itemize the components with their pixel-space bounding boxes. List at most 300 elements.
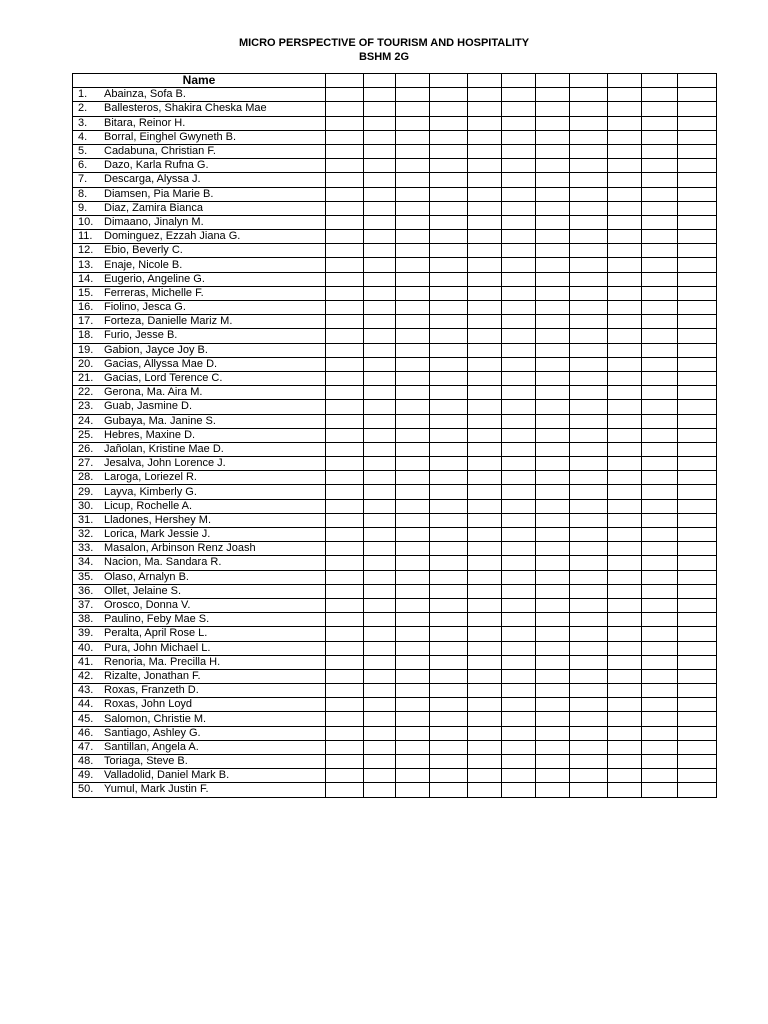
blank-cell bbox=[326, 258, 364, 272]
student-name: Salomon, Christie M. bbox=[104, 712, 207, 725]
blank-cell bbox=[502, 485, 536, 499]
blank-cell bbox=[678, 627, 717, 641]
blank-cell bbox=[430, 102, 468, 116]
blank-cell bbox=[642, 627, 678, 641]
blank-cell bbox=[502, 371, 536, 385]
blank-cell bbox=[364, 201, 396, 215]
header-row bbox=[73, 74, 717, 88]
blank-cell bbox=[502, 471, 536, 485]
blank-cell bbox=[536, 286, 570, 300]
blank-cell bbox=[642, 102, 678, 116]
blank-cell bbox=[364, 584, 396, 598]
roster-body bbox=[73, 88, 717, 797]
blank-cell bbox=[678, 726, 717, 740]
blank-cell bbox=[570, 627, 608, 641]
student-name-cell bbox=[73, 357, 326, 371]
blank-cell bbox=[502, 641, 536, 655]
blank-cell bbox=[642, 272, 678, 286]
blank-cell bbox=[502, 173, 536, 187]
blank-cell bbox=[396, 88, 430, 102]
student-name: Peralta, April Rose L. bbox=[104, 627, 208, 640]
student-row bbox=[73, 655, 717, 669]
blank-cell bbox=[570, 116, 608, 130]
blank-cell bbox=[570, 187, 608, 201]
blank-cell bbox=[642, 258, 678, 272]
blank-cell bbox=[364, 740, 396, 754]
blank-cell bbox=[364, 173, 396, 187]
blank-column-header bbox=[326, 74, 364, 88]
blank-cell bbox=[326, 613, 364, 627]
blank-cell bbox=[326, 244, 364, 258]
blank-cell bbox=[570, 400, 608, 414]
blank-cell bbox=[678, 712, 717, 726]
blank-cell bbox=[608, 627, 642, 641]
blank-cell bbox=[608, 556, 642, 570]
student-name: Diamsen, Pia Marie B. bbox=[104, 187, 214, 200]
blank-cell bbox=[396, 584, 430, 598]
blank-cell bbox=[570, 371, 608, 385]
student-row bbox=[73, 286, 717, 300]
student-name-cell bbox=[73, 244, 326, 258]
blank-cell bbox=[468, 513, 502, 527]
blank-cell bbox=[642, 315, 678, 329]
student-name: Bitara, Reinor H. bbox=[104, 116, 186, 129]
student-name-cell bbox=[73, 698, 326, 712]
blank-cell bbox=[502, 286, 536, 300]
blank-cell bbox=[430, 116, 468, 130]
blank-cell bbox=[608, 598, 642, 612]
blank-cell bbox=[570, 102, 608, 116]
student-row bbox=[73, 627, 717, 641]
blank-cell bbox=[678, 201, 717, 215]
row-number: 25. bbox=[78, 428, 94, 441]
blank-cell bbox=[326, 684, 364, 698]
blank-cell bbox=[364, 187, 396, 201]
blank-cell bbox=[536, 357, 570, 371]
blank-cell bbox=[468, 485, 502, 499]
blank-cell bbox=[570, 769, 608, 783]
blank-cell bbox=[396, 272, 430, 286]
row-number: 11. bbox=[78, 230, 93, 243]
section-label: BSHM 2G bbox=[358, 51, 410, 63]
blank-cell bbox=[430, 414, 468, 428]
blank-cell bbox=[430, 315, 468, 329]
blank-cell bbox=[364, 669, 396, 683]
student-name-cell bbox=[73, 215, 326, 229]
student-row bbox=[73, 783, 717, 797]
blank-cell bbox=[468, 641, 502, 655]
blank-cell bbox=[536, 712, 570, 726]
blank-cell bbox=[570, 570, 608, 584]
blank-cell bbox=[536, 144, 570, 158]
blank-cell bbox=[608, 159, 642, 173]
blank-cell bbox=[536, 88, 570, 102]
student-name-cell bbox=[73, 471, 326, 485]
blank-cell bbox=[536, 116, 570, 130]
blank-cell bbox=[608, 88, 642, 102]
blank-cell bbox=[364, 570, 396, 584]
blank-cell bbox=[364, 343, 396, 357]
blank-cell bbox=[430, 230, 468, 244]
blank-cell bbox=[326, 655, 364, 669]
row-number: 36. bbox=[78, 584, 94, 597]
student-name: Descarga, Alyssa J. bbox=[104, 173, 201, 186]
blank-cell bbox=[468, 769, 502, 783]
blank-cell bbox=[608, 584, 642, 598]
blank-cell bbox=[396, 755, 430, 769]
blank-cell bbox=[468, 499, 502, 513]
student-name-cell bbox=[73, 301, 326, 315]
row-number: 12. bbox=[78, 244, 94, 257]
blank-cell bbox=[468, 669, 502, 683]
blank-cell bbox=[396, 201, 430, 215]
blank-cell bbox=[468, 386, 502, 400]
blank-cell bbox=[364, 755, 396, 769]
blank-cell bbox=[642, 584, 678, 598]
blank-cell bbox=[430, 740, 468, 754]
student-name-cell bbox=[73, 130, 326, 144]
blank-cell bbox=[396, 315, 430, 329]
blank-cell bbox=[536, 485, 570, 499]
blank-cell bbox=[570, 215, 608, 229]
blank-cell bbox=[430, 698, 468, 712]
blank-cell bbox=[502, 230, 536, 244]
blank-cell bbox=[326, 712, 364, 726]
student-name: Lladones, Hershey M. bbox=[104, 513, 211, 526]
blank-cell bbox=[570, 88, 608, 102]
student-name: Layva, Kimberly G. bbox=[104, 485, 197, 498]
blank-cell bbox=[608, 414, 642, 428]
blank-cell bbox=[430, 371, 468, 385]
blank-cell bbox=[570, 712, 608, 726]
blank-cell bbox=[364, 698, 396, 712]
row-number: 18. bbox=[78, 329, 94, 342]
blank-cell bbox=[396, 613, 430, 627]
blank-cell bbox=[364, 272, 396, 286]
row-number: 2. bbox=[78, 102, 88, 115]
blank-cell bbox=[430, 386, 468, 400]
blank-cell bbox=[608, 230, 642, 244]
blank-cell bbox=[570, 783, 608, 797]
blank-cell bbox=[396, 655, 430, 669]
blank-cell bbox=[642, 513, 678, 527]
student-name-cell bbox=[73, 343, 326, 357]
blank-cell bbox=[678, 400, 717, 414]
student-row bbox=[73, 301, 717, 315]
blank-cell bbox=[536, 499, 570, 513]
blank-cell bbox=[502, 783, 536, 797]
blank-cell bbox=[326, 783, 364, 797]
blank-cell bbox=[326, 386, 364, 400]
blank-cell bbox=[364, 400, 396, 414]
blank-cell bbox=[430, 457, 468, 471]
blank-cell bbox=[678, 655, 717, 669]
blank-cell bbox=[468, 116, 502, 130]
blank-cell bbox=[536, 201, 570, 215]
student-name-cell bbox=[73, 584, 326, 598]
student-row bbox=[73, 513, 717, 527]
blank-cell bbox=[364, 116, 396, 130]
blank-cell bbox=[468, 301, 502, 315]
blank-cell bbox=[396, 244, 430, 258]
blank-cell bbox=[642, 187, 678, 201]
blank-cell bbox=[608, 570, 642, 584]
blank-cell bbox=[468, 315, 502, 329]
student-name: Orosco, Donna V. bbox=[104, 599, 191, 612]
blank-cell bbox=[678, 343, 717, 357]
blank-cell bbox=[396, 329, 430, 343]
blank-cell bbox=[364, 144, 396, 158]
blank-cell bbox=[608, 301, 642, 315]
blank-cell bbox=[364, 371, 396, 385]
student-name: Masalon, Arbinson Renz Joash bbox=[104, 542, 256, 555]
blank-cell bbox=[430, 655, 468, 669]
blank-cell bbox=[570, 598, 608, 612]
blank-cell bbox=[678, 584, 717, 598]
student-name: Ollet, Jelaine S. bbox=[104, 584, 182, 597]
blank-cell bbox=[642, 528, 678, 542]
blank-cell bbox=[570, 258, 608, 272]
blank-cell bbox=[396, 528, 430, 542]
blank-cell bbox=[326, 230, 364, 244]
blank-cell bbox=[536, 584, 570, 598]
blank-column-header bbox=[396, 74, 430, 88]
student-row bbox=[73, 598, 717, 612]
student-name-cell bbox=[73, 329, 326, 343]
blank-cell bbox=[468, 755, 502, 769]
student-name-cell bbox=[73, 258, 326, 272]
student-name-cell bbox=[73, 371, 326, 385]
row-number: 10. bbox=[78, 215, 94, 228]
student-name: Laroga, Loriezel R. bbox=[104, 471, 197, 484]
blank-cell bbox=[536, 258, 570, 272]
student-name-cell bbox=[73, 712, 326, 726]
blank-cell bbox=[678, 442, 717, 456]
blank-cell bbox=[430, 357, 468, 371]
blank-cell bbox=[326, 669, 364, 683]
row-number: 48. bbox=[78, 755, 94, 768]
blank-cell bbox=[468, 230, 502, 244]
blank-cell bbox=[364, 329, 396, 343]
blank-cell bbox=[326, 698, 364, 712]
blank-cell bbox=[396, 116, 430, 130]
blank-cell bbox=[678, 386, 717, 400]
blank-cell bbox=[678, 641, 717, 655]
blank-cell bbox=[430, 684, 468, 698]
blank-cell bbox=[536, 301, 570, 315]
student-name: Jesalva, John Lorence J. bbox=[104, 457, 226, 470]
blank-cell bbox=[570, 329, 608, 343]
blank-cell bbox=[570, 286, 608, 300]
blank-cell bbox=[570, 144, 608, 158]
student-name: Guab, Jasmine D. bbox=[104, 400, 193, 413]
blank-cell bbox=[678, 102, 717, 116]
blank-cell bbox=[468, 357, 502, 371]
blank-cell bbox=[364, 613, 396, 627]
blank-cell bbox=[642, 329, 678, 343]
blank-cell bbox=[536, 386, 570, 400]
blank-cell bbox=[678, 414, 717, 428]
student-name: Toriaga, Steve B. bbox=[104, 755, 188, 768]
row-number: 46. bbox=[78, 726, 94, 739]
blank-cell bbox=[642, 159, 678, 173]
student-row bbox=[73, 371, 717, 385]
blank-cell bbox=[570, 414, 608, 428]
blank-cell bbox=[536, 726, 570, 740]
blank-cell bbox=[608, 769, 642, 783]
blank-cell bbox=[678, 244, 717, 258]
student-name-cell bbox=[73, 499, 326, 513]
blank-cell bbox=[468, 556, 502, 570]
student-name: Olaso, Arnalyn B. bbox=[104, 570, 189, 583]
student-name: Jañolan, Kristine Mae D. bbox=[104, 442, 224, 455]
blank-cell bbox=[468, 159, 502, 173]
blank-cell bbox=[678, 499, 717, 513]
blank-cell bbox=[468, 684, 502, 698]
student-name: Rizalte, Jonathan F. bbox=[104, 669, 201, 682]
name-column-header: Name bbox=[73, 74, 326, 88]
blank-cell bbox=[608, 513, 642, 527]
blank-cell bbox=[536, 613, 570, 627]
blank-cell bbox=[468, 442, 502, 456]
blank-cell bbox=[608, 613, 642, 627]
blank-cell bbox=[608, 442, 642, 456]
blank-cell bbox=[570, 584, 608, 598]
blank-cell bbox=[430, 130, 468, 144]
blank-cell bbox=[502, 130, 536, 144]
blank-cell bbox=[678, 556, 717, 570]
blank-cell bbox=[608, 272, 642, 286]
row-number: 49. bbox=[78, 769, 94, 782]
student-name: Licup, Rochelle A. bbox=[104, 499, 193, 512]
blank-cell bbox=[364, 485, 396, 499]
blank-cell bbox=[678, 485, 717, 499]
blank-cell bbox=[430, 542, 468, 556]
blank-column-header bbox=[536, 74, 570, 88]
student-name: Cadabuna, Christian F. bbox=[104, 145, 216, 158]
blank-cell bbox=[678, 783, 717, 797]
student-name: Dominguez, Ezzah Jiana G. bbox=[104, 230, 241, 243]
student-name-cell bbox=[73, 613, 326, 627]
blank-cell bbox=[326, 187, 364, 201]
blank-cell bbox=[642, 201, 678, 215]
blank-cell bbox=[326, 116, 364, 130]
row-number: 42. bbox=[78, 669, 94, 682]
blank-cell bbox=[570, 428, 608, 442]
blank-cell bbox=[608, 457, 642, 471]
blank-cell bbox=[642, 301, 678, 315]
blank-cell bbox=[326, 584, 364, 598]
student-name: Renoria, Ma. Precilla H. bbox=[104, 655, 221, 668]
blank-cell bbox=[608, 343, 642, 357]
blank-cell bbox=[468, 414, 502, 428]
student-name: Abainza, Sofa B. bbox=[104, 88, 186, 101]
blank-cell bbox=[536, 230, 570, 244]
blank-cell bbox=[326, 357, 364, 371]
student-name-cell bbox=[73, 556, 326, 570]
row-number: 50. bbox=[78, 783, 94, 796]
blank-cell bbox=[536, 315, 570, 329]
blank-cell bbox=[396, 144, 430, 158]
blank-cell bbox=[678, 769, 717, 783]
student-row bbox=[73, 201, 717, 215]
blank-cell bbox=[430, 669, 468, 683]
blank-cell bbox=[608, 130, 642, 144]
blank-cell bbox=[570, 230, 608, 244]
blank-cell bbox=[608, 428, 642, 442]
blank-cell bbox=[536, 414, 570, 428]
blank-cell bbox=[536, 641, 570, 655]
blank-cell bbox=[536, 783, 570, 797]
blank-cell bbox=[570, 201, 608, 215]
student-name: Gubaya, Ma. Janine S. bbox=[104, 414, 216, 427]
student-row bbox=[73, 442, 717, 456]
blank-cell bbox=[326, 201, 364, 215]
blank-cell bbox=[678, 301, 717, 315]
student-name-cell bbox=[73, 783, 326, 797]
row-number: 23. bbox=[78, 400, 94, 413]
row-number: 14. bbox=[78, 272, 94, 285]
blank-cell bbox=[364, 655, 396, 669]
student-name: Diaz, Zamira Bianca bbox=[104, 201, 204, 214]
blank-cell bbox=[536, 740, 570, 754]
row-number: 33. bbox=[78, 542, 94, 555]
blank-cell bbox=[642, 457, 678, 471]
row-number: 28. bbox=[78, 471, 94, 484]
blank-cell bbox=[570, 684, 608, 698]
blank-cell bbox=[502, 201, 536, 215]
blank-cell bbox=[396, 187, 430, 201]
blank-cell bbox=[468, 726, 502, 740]
blank-cell bbox=[502, 159, 536, 173]
blank-cell bbox=[502, 428, 536, 442]
student-name-cell bbox=[73, 684, 326, 698]
blank-cell bbox=[608, 329, 642, 343]
blank-cell bbox=[326, 173, 364, 187]
blank-cell bbox=[468, 712, 502, 726]
student-name: Roxas, John Loyd bbox=[104, 698, 193, 711]
blank-cell bbox=[570, 726, 608, 740]
blank-cell bbox=[678, 669, 717, 683]
blank-cell bbox=[570, 159, 608, 173]
blank-cell bbox=[642, 230, 678, 244]
blank-cell bbox=[430, 272, 468, 286]
blank-cell bbox=[326, 215, 364, 229]
blank-cell bbox=[364, 414, 396, 428]
blank-cell bbox=[502, 556, 536, 570]
blank-cell bbox=[678, 428, 717, 442]
blank-cell bbox=[396, 343, 430, 357]
row-number: 13. bbox=[78, 258, 94, 271]
blank-cell bbox=[678, 230, 717, 244]
blank-cell bbox=[396, 301, 430, 315]
student-row bbox=[73, 584, 717, 598]
blank-cell bbox=[364, 215, 396, 229]
blank-cell bbox=[364, 641, 396, 655]
blank-cell bbox=[642, 712, 678, 726]
blank-cell bbox=[468, 173, 502, 187]
blank-cell bbox=[396, 215, 430, 229]
blank-cell bbox=[642, 215, 678, 229]
blank-cell bbox=[396, 442, 430, 456]
blank-cell bbox=[570, 499, 608, 513]
student-row bbox=[73, 400, 717, 414]
blank-cell bbox=[364, 712, 396, 726]
blank-cell bbox=[502, 570, 536, 584]
blank-cell bbox=[396, 641, 430, 655]
blank-cell bbox=[502, 613, 536, 627]
student-name-cell bbox=[73, 457, 326, 471]
